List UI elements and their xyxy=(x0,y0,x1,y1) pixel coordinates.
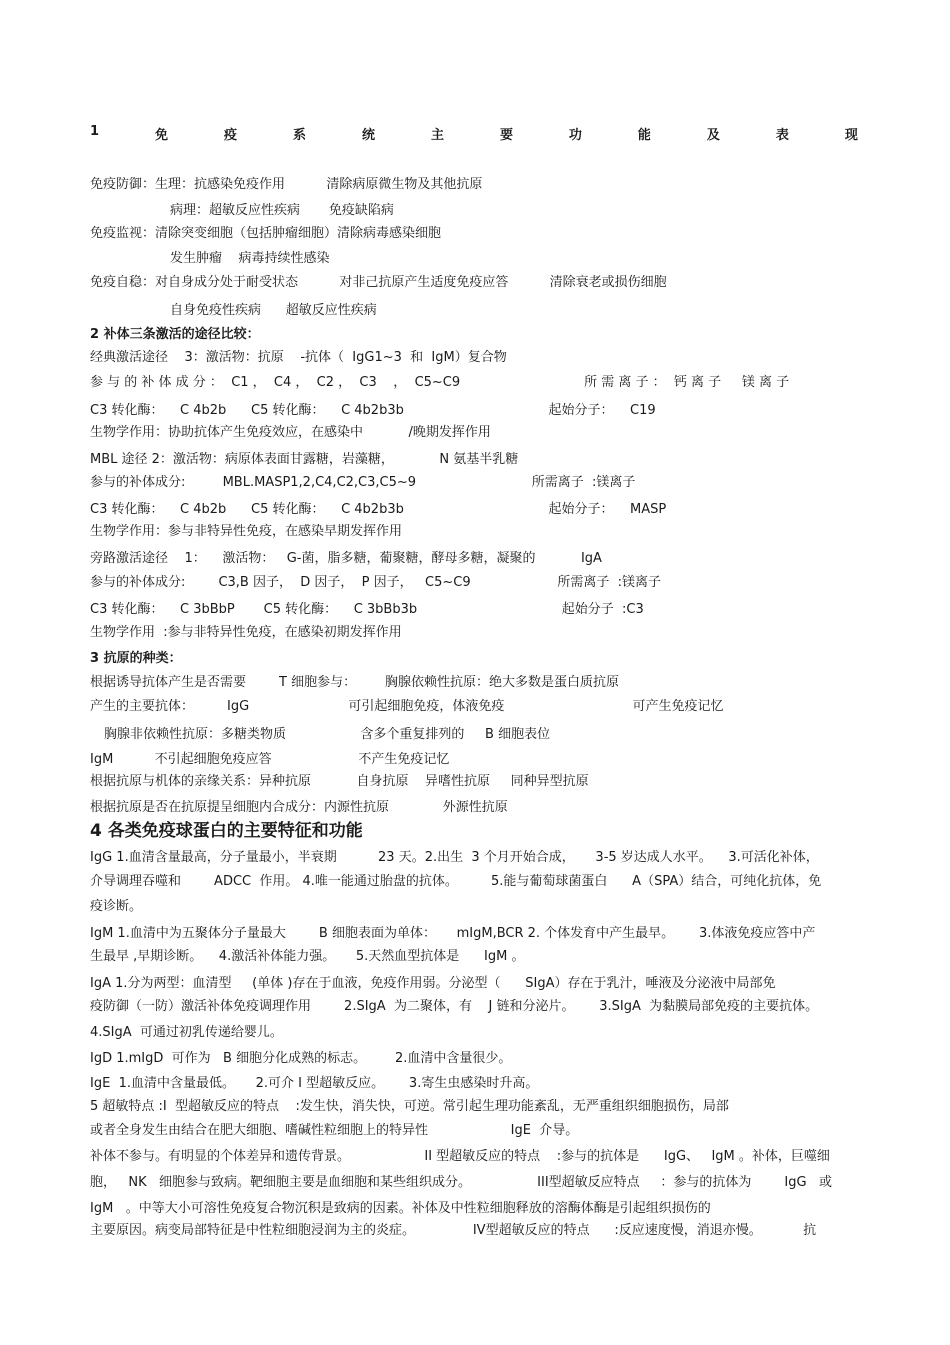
title-char: 系 xyxy=(292,128,306,143)
text-line: 自身免疫性疾病 超敏反应性疾病 xyxy=(170,303,377,318)
text-line: 3 抗原的种类： xyxy=(90,651,182,666)
text-line: 4.SIgA 可通过初乳传递给婴儿。 xyxy=(90,1025,283,1040)
title-char: 统 xyxy=(361,128,375,143)
title-char: 现 xyxy=(844,128,858,143)
text-line: 免疫自稳：对自身成分处于耐受状态 对非己抗原产生适度免疫应答 清除衰老或损伤细胞 xyxy=(90,275,667,290)
text-line: 免疫监视：清除突变细胞（包括肿瘤细胞）清除病毒感染细胞 xyxy=(90,226,442,241)
text-line: C3 转化酶： C 4b2b C5 转化酶： C 4b2b3b 起始分子： C19 xyxy=(90,403,656,418)
text-line: IgE 1.血清中含量最低。 2.可介 I 型超敏反应。 3.寄生虫感染时升高。 xyxy=(90,1076,539,1091)
text-line: 参与的补体成分: C3,B 因子， D 因子， P 因子， C5~C9 所需离子 :镁离子 xyxy=(90,575,662,590)
text-line: 根据诱导抗体产生是否需要 T 细胞参与： 胸腺依赖性抗原：绝大多数是蛋白质抗原 xyxy=(90,675,620,690)
text-line: 胸腺非依赖性抗原：多糖类物质 含多个重复排列的 B 细胞表位 xyxy=(104,727,551,742)
text-line: 病理：超敏反应性疾病 免疫缺陷病 xyxy=(170,203,394,218)
title-char: 能 xyxy=(637,128,651,143)
title-char: 表 xyxy=(775,128,789,143)
title-char: 及 xyxy=(706,128,720,143)
text-line: 胞， NK 细胞参与致病。靶细胞主要是血细胞和某些组织成分。 III型超敏反应特点 ：参与的抗体为 IgG 或 xyxy=(90,1175,832,1190)
text-line: MBL 途径 2：激活物：病原体表面甘露糖，岩藻糖， N 氨基半乳糖 xyxy=(90,452,519,467)
text-line: 参 与 的 补 体 成 分 ： C1 ， C4 ， C2 ， C3 ， C5~C9 所 需 离 子 ： 钙 离 子 镁 离 子 xyxy=(90,375,790,390)
text-line: 经典激活途径 3：激活物：抗原 -抗体（ IgG1~3 和 IgM）复合物 xyxy=(90,350,507,365)
title-char: 疫 xyxy=(224,128,238,143)
text-line: IgG 1.血清含量最高，分子量最小，半衰期 23 天。2.出生 3 个月开始合成， 3-5 岁达成人水平。 3.可活化补体， xyxy=(90,850,819,865)
text-line: IgM 1.血清中为五聚体分子量最大 B 细胞表面为单体： mIgM,BCR 2. 个体发育中产生最早。 3.体液免疫应答中产 xyxy=(90,926,816,941)
text-line: C3 转化酶： C 3bBbP C5 转化酶： C 3bBb3b 起始分子 :C3 xyxy=(90,602,644,617)
text-line: 补体不参与。有明显的个体差异和遗传背景。 II 型超敏反应的特点 :参与的抗体是 IgG、 IgM 。补体，巨噬细 xyxy=(90,1149,830,1164)
text-line: 2 补体三条激活的途径比较： xyxy=(90,327,260,342)
text-line: 生最早 ,早期诊断。 4.激活补体能力强。 5.天然血型抗体是 IgM 。 xyxy=(90,949,525,964)
text-line: 疫诊断。 xyxy=(90,899,143,914)
text-line: IgM 不引起细胞免疫应答 不产生免疫记忆 xyxy=(90,752,450,767)
text-line: 生物学作用 :参与非特异性免疫，在感染初期发挥作用 xyxy=(90,625,402,640)
text-line: 或者全身发生由结合在肥大细胞、嗜碱性粒细胞上的特异性 IgE 介导。 xyxy=(90,1123,579,1138)
text-line: 生物学作用：参与非特异性免疫，在感染早期发挥作用 xyxy=(90,524,403,539)
text-line: C3 转化酶： C 4b2b C5 转化酶： C 4b2b3b 起始分子： MASP xyxy=(90,502,667,517)
text-line: 根据抗原是否在抗原提呈细胞内合成分：内源性抗原 外源性抗原 xyxy=(90,800,508,815)
text-line: 产生的主要抗体： IgG 可引起细胞免疫，体液免疫 可产生免疫记忆 xyxy=(90,699,724,714)
page-title xyxy=(90,124,858,143)
text-line: 主要原因。病变局部特征是中性粒细胞浸润为主的炎症。 IV型超敏反应的特点 :反应速度慢，消退亦慢。 抗 xyxy=(90,1223,817,1238)
title-char: 要 xyxy=(499,128,513,143)
text-line: 参与的补体成分: MBL.MASP1,2,C4,C2,C3,C5~9 所需离子 :镁离子 xyxy=(90,475,636,490)
text-line: 4 各类免疫球蛋白的主要特征和功能 xyxy=(90,821,363,841)
text-line: IgM 。中等大小可溶性免疫复合物沉积是致病的因素。补体及中性粒细胞释放的溶酶体酶是引起组织损伤的 xyxy=(90,1201,711,1216)
title-char: 免 xyxy=(155,128,169,143)
text-line: IgD 1.mIgD 可作为 B 细胞分化成熟的标志。 2.血清中含量很少。 xyxy=(90,1051,512,1066)
text-line: 根据抗原与机体的亲缘关系：异种抗原 自身抗原 异嗜性抗原 同种异型抗原 xyxy=(90,774,589,789)
title-char: 功 xyxy=(568,128,582,143)
text-line: 介导调理吞噬和 ADCC 作用。 4.唯一能通过胎盘的抗体。 5.能与葡萄球菌蛋白 A（SPA）结合，可纯化抗体，免 xyxy=(90,874,822,889)
text-line: 旁路激活途径 1： 激活物： G-菌，脂多糖，葡聚糖，酵母多糖，凝聚的 IgA xyxy=(90,551,602,566)
text-line: 5 超敏特点 :I 型超敏反应的特点 :发生快，消失快，可逆。常引起生理功能紊乱，无严重组织细胞损伤，局部 xyxy=(90,1099,729,1114)
text-line: 免疫防御：生理：抗感染免疫作用 清除病原微生物及其他抗原 xyxy=(90,177,483,192)
text-line: 发生肿瘤 病毒持续性感染 xyxy=(170,251,330,266)
title-char: 1 xyxy=(90,124,100,139)
text-line: 生物学作用：协助抗体产生免疫效应，在感染中 /晚期发挥作用 xyxy=(90,425,491,440)
title-char: 主 xyxy=(430,128,444,143)
text-line: 疫防御（一防）激活补体免疫调理作用 2.SIgA 为二聚体，有 J 链和分泌片。 3.SIgA 为黏膜局部免疫的主要抗体。 xyxy=(90,999,819,1014)
text-line: IgA 1.分为两型：血清型 (单体 )存在于血液，免疫作用弱。分泌型（ SIgA）存在于乳汁，唾液及分泌液中局部免 xyxy=(90,976,776,991)
